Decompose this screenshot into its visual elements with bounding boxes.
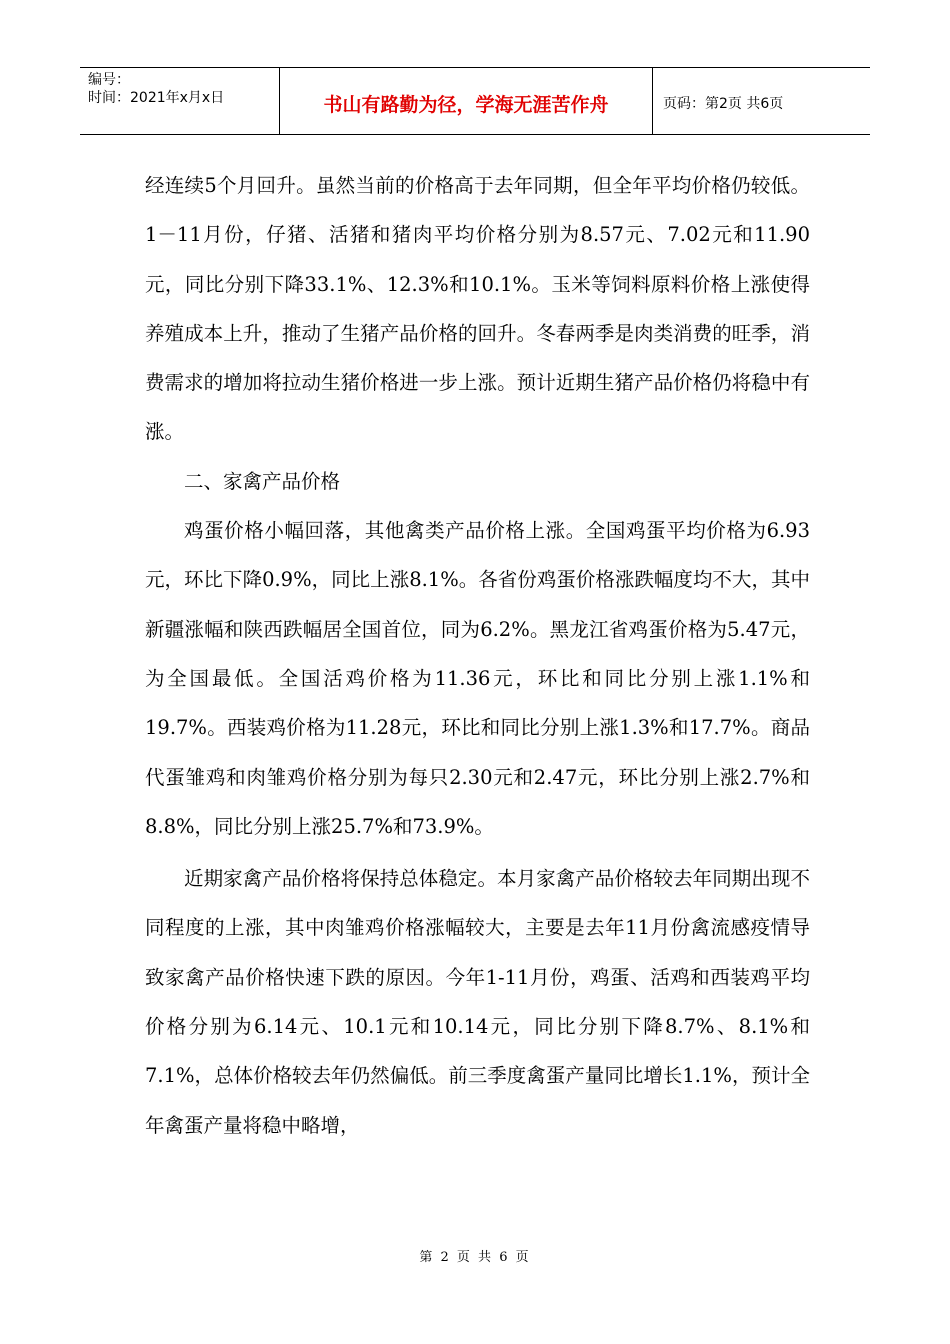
header-page-info: 页码：第2页 共6页 [663,96,784,112]
number-label: 编号： [88,72,130,88]
header-motto: 书山有路勤为径，学海无涯苦作舟 [280,68,653,134]
page-footer: 第 2 页 共 6 页 [419,1250,531,1265]
section-heading-poultry: 二、家禽产品价格 [184,469,341,493]
document-body [145,161,810,1150]
paragraph-pork-prices: 经连续5个月回升。虽然当前的价格高于去年同期，但全年平均价格仍较低。1－11月份，仔猪、活猪和猪肉平均价格分别为8.57元、7.02元和11.90元，同比分别下降33.1%、12.3%和10.1%。玉米等饲料原料价格上涨使得养殖成本上升，推动了生猪产品价格的回升。冬春两季是肉类消费的旺季，消费需求的增加将拉动生猪价格进一步上涨。预计近期生猪产品价格仍将稳中有涨。 [145,174,810,444]
paragraph-poultry-outlook: 近期家禽产品价格将保持总体稳定。本月家禽产品价格较去年同期出现不同程度的上涨，其中肉雏鸡价格涨幅较大，主要是去年11月份禽流感疫情导致家禽产品价格快速下跌的原因。今年1-11月份，鸡蛋、活鸡和西装鸡平均价格分别为6.14元、10.1元和10.14元，同比分别下降8.7%、8.1%和7.1%，总体价格较去年仍然偏低。前三季度禽蛋产量同比增长1.1%，预计全年禽蛋产量将稳中略增， [145,867,810,1137]
document-header [80,67,870,135]
date-label: 时间：2021年x月x日 [88,90,225,106]
header-meta-cell [80,68,280,134]
paragraph-egg-prices: 鸡蛋价格小幅回落，其他禽类产品价格上涨。全国鸡蛋平均价格为6.93元，环比下降0.9%，同比上涨8.1%。各省份鸡蛋价格涨跌幅度均不大，其中新疆涨幅和陕西跌幅居全国首位，同为6.2%。黑龙江省鸡蛋价格为5.47元，为全国最低。全国活鸡价格为11.36元，环比和同比分别上涨1.1%和19.7%。西装鸡价格为11.28元，环比和同比分别上涨1.3%和17.7%。商品代蛋雏鸡和肉雏鸡价格分别为每只2.30元和2.47元，环比分别上涨2.7%和8.8%，同比分别上涨25.7%和73.9%。 [145,519,810,838]
